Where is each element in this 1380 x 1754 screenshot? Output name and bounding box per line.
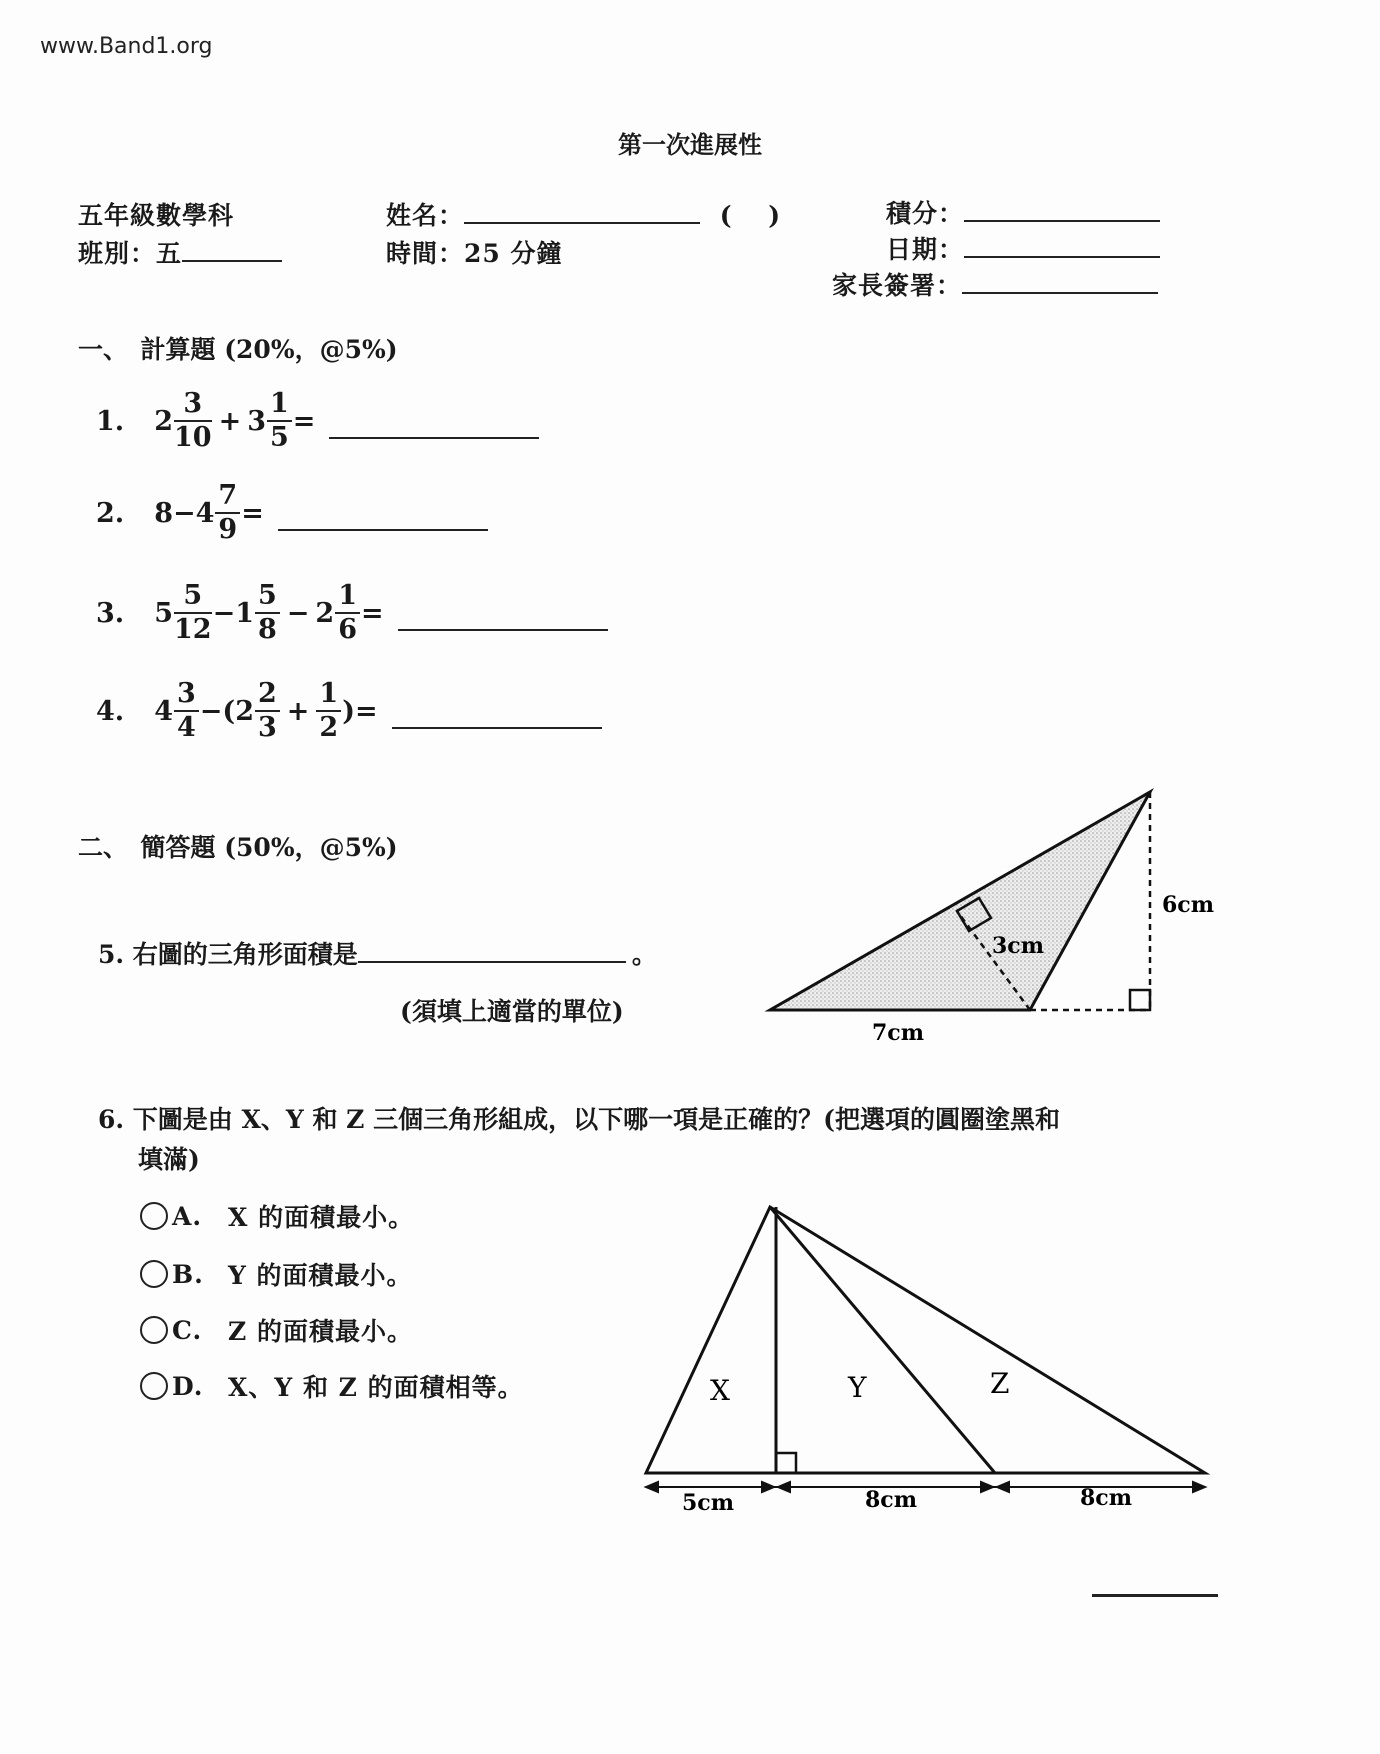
question-3 [96, 580, 608, 646]
q3-operator-1: − [212, 597, 236, 629]
q5-height-label: 6cm [1162, 892, 1214, 918]
q6-segment-2-label: 8cm [865, 1487, 917, 1513]
q2-equals: = [241, 497, 264, 529]
option-d-letter: D. [172, 1371, 204, 1401]
q1-equals: = [292, 405, 316, 437]
q2-fraction-1: $\frac{7}{9}$ [215, 480, 240, 546]
option-a-radio-circle[interactable] [140, 1202, 168, 1230]
signature-label: 家長簽署： [832, 271, 963, 300]
q1-whole-2: 3 [247, 405, 266, 437]
q3-whole-2: 1 [235, 597, 254, 629]
q4-fraction-1: $\frac{3}{4}$ [174, 678, 199, 744]
q6-option-d[interactable] [140, 1368, 524, 1404]
question-5 [98, 935, 657, 971]
q6-text-line-1: 6. 下圖是由 X、Y 和 Z 三個三角形組成，以下哪一項是正確的？(把選項的圓圈塗黑和 [98, 1105, 1060, 1134]
q3-equals: = [361, 597, 384, 629]
q5-base-label: 7cm [872, 1020, 924, 1046]
q5-period: 。 [631, 940, 657, 969]
option-c-text: Z 的面積最小。 [228, 1317, 413, 1346]
signature-blank[interactable] [962, 268, 1158, 294]
q4-whole-1: 4 [154, 695, 173, 727]
q1-answer-blank[interactable] [329, 403, 539, 439]
q4-whole-2: 2 [235, 695, 254, 727]
q4-fraction-2: $\frac{2}{3}$ [255, 678, 280, 744]
question-4 [96, 678, 602, 744]
q2-term-1: 8 [154, 497, 173, 529]
signature-field [832, 266, 1158, 302]
option-a-text: X 的面積最小。 [228, 1203, 415, 1232]
q2-number: 2. [96, 497, 125, 529]
site-watermark: www.Band1.org [40, 34, 213, 59]
q6-option-c[interactable] [140, 1312, 413, 1348]
q6-segment-1-label: 5cm [682, 1490, 734, 1516]
q6-divider-line [770, 1207, 995, 1473]
q1-fraction-1: $\frac{3}{10}$ [173, 388, 212, 453]
q3-whole-1: 5 [154, 597, 173, 629]
q6-label-y: Y [848, 1371, 867, 1404]
q4-operator-1: −( [199, 695, 236, 727]
date-field [886, 230, 1160, 266]
section1-title: 一、 計算題 (20%，@5%) [78, 335, 398, 364]
class-blank[interactable] [182, 236, 282, 262]
option-b-radio-circle[interactable] [140, 1260, 168, 1288]
q6-text-line-2: 填滿) [138, 1145, 200, 1174]
class-label: 班別：五 [78, 239, 183, 268]
q3-answer-blank[interactable] [398, 595, 608, 631]
q6-label-z: Z [990, 1367, 1010, 1400]
q2-whole-1: 4 [195, 497, 215, 529]
q2-operator: − [172, 497, 196, 529]
q1-number: 1. [96, 405, 125, 437]
q3-fraction-3: $\frac{1}{6}$ [335, 580, 360, 646]
score-field [886, 194, 1160, 230]
score-blank[interactable] [964, 196, 1160, 222]
q6-option-b[interactable] [140, 1256, 413, 1292]
option-b-text: Y 的面積最小。 [228, 1261, 413, 1290]
q3-number: 3. [96, 597, 125, 629]
class-field [78, 234, 282, 270]
q2-answer-blank[interactable] [278, 495, 488, 531]
question-1 [96, 388, 539, 454]
q4-equals: = [354, 695, 378, 727]
name-label: 姓名： [386, 201, 465, 230]
option-d-text: X、Y 和 Z 的面積相等。 [228, 1373, 524, 1402]
option-a-letter: A. [172, 1201, 203, 1231]
option-c-letter: C. [172, 1315, 203, 1345]
q4-answer-blank[interactable] [392, 693, 602, 729]
q3-whole-3: 2 [315, 597, 335, 629]
q3-operator-2: − [286, 597, 310, 629]
q6-label-x: X [710, 1374, 730, 1407]
name-blank[interactable] [464, 198, 700, 224]
question-2 [96, 480, 488, 546]
q5-text: 5. 右圖的三角形面積是 [98, 940, 358, 969]
score-label: 積分： [886, 199, 965, 228]
q1-operator: + [218, 405, 242, 437]
subject-label: 五年級數學科 [78, 201, 235, 230]
q4-operator-2: + [286, 695, 310, 727]
q1-whole-1: 2 [154, 405, 173, 437]
q3-fraction-2: $\frac{5}{8}$ [255, 580, 280, 646]
q5-triangle-figure [760, 780, 1214, 1050]
q4-fraction-3: $\frac{1}{2}$ [316, 678, 341, 744]
q4-close-paren: ) [342, 695, 355, 727]
option-d-radio-circle[interactable] [140, 1372, 168, 1400]
page-title: 第一次進展性 [618, 130, 762, 159]
q5-answer-blank[interactable] [358, 935, 626, 963]
q5-note: (須填上適當的單位) [400, 997, 624, 1026]
time-label: 時間：25 分鐘 [386, 239, 563, 268]
section2-title: 二、 簡答題 (50%，@5%) [78, 833, 398, 862]
q6-option-a[interactable] [140, 1198, 414, 1234]
q6-segment-3-label: 8cm [1080, 1485, 1132, 1511]
footer-rule [1092, 1594, 1218, 1597]
option-c-radio-circle[interactable] [140, 1316, 168, 1344]
q5-right-angle-mark-2 [1130, 990, 1150, 1010]
option-b-letter: B. [172, 1259, 204, 1289]
q5-shaded-triangle [770, 792, 1150, 1010]
q6-outer-triangle [646, 1207, 1205, 1473]
q6-right-angle-mark [776, 1453, 796, 1473]
class-number-paren[interactable]: ( ) [719, 201, 782, 230]
q1-fraction-2: $\frac{1}{5}$ [267, 388, 292, 454]
date-blank[interactable] [964, 232, 1160, 258]
q6-triangles-figure [630, 1195, 1220, 1520]
q4-number: 4. [96, 695, 125, 727]
date-label: 日期： [886, 235, 965, 264]
name-field [386, 196, 781, 232]
q5-perpendicular-label: 3cm [992, 933, 1044, 959]
q3-fraction-1: $\frac{5}{12}$ [173, 580, 212, 645]
